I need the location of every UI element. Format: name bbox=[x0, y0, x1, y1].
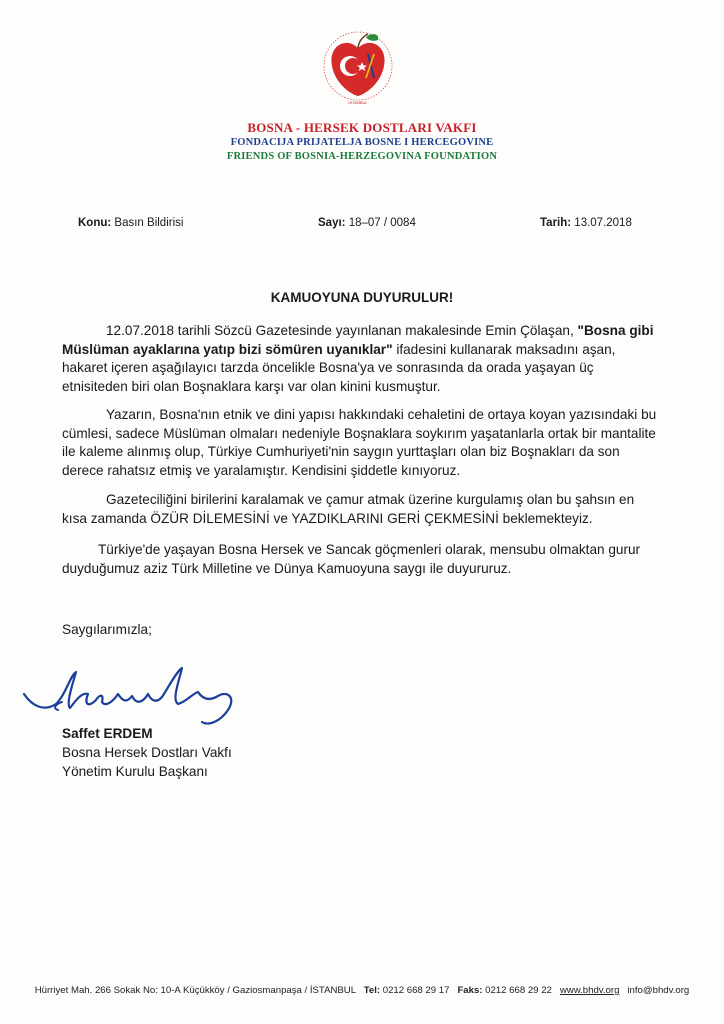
paragraph-4 bbox=[62, 541, 662, 578]
org-name-turkish: BOSNA - HERSEK DOSTLARI VAKFI bbox=[247, 120, 477, 135]
closing-salutation: Saygılarımızla; bbox=[62, 622, 152, 637]
paragraph-3 bbox=[62, 491, 662, 528]
footer-fax: 0212 668 29 22 bbox=[485, 985, 552, 996]
org-name-bosnian: FONDACIJA PRIJATELJA BOSNE I HERCEGOVINE bbox=[230, 137, 494, 148]
footer-tel: 0212 668 29 17 bbox=[382, 985, 450, 996]
paragraph-1-text-a: 12.07.2018 tarihli Sözcü Gazetesinde yayınlanan makalesinde Emin Çölaşan, bbox=[106, 323, 578, 338]
svg-text:İSTANBUL: İSTANBUL bbox=[348, 100, 368, 105]
paragraph-2 bbox=[62, 406, 662, 480]
subject-field bbox=[78, 217, 183, 229]
paragraph-1-quote: "Bosna gibi Müslüman ayaklarına yatıp bizi sömüren uyanıklar" bbox=[62, 323, 654, 357]
paragraph-4-text: Türkiye'de yaşayan Bosna Hersek ve Sancak göçmenleri olarak, mensubu olmaktan gurur duyduğumuz aziz Türk Milletine ve Dünya Kamuoyuna saygı ile duyururuz. bbox=[62, 542, 641, 576]
signer-name: Saffet ERDEM bbox=[62, 726, 153, 741]
reference-number-value: 18–07 / 0084 bbox=[348, 217, 416, 229]
reference-number-field bbox=[318, 217, 416, 229]
footer-contact bbox=[0, 985, 724, 996]
date-label: Tarih: bbox=[540, 217, 572, 229]
footer-fax-label: Faks: bbox=[457, 985, 483, 996]
paragraph-3-text: Gazeteciliğini birilerini karalamak ve çamur atmak üzerine kurgulamış olan bu şahsın en kısa zamanda ÖZÜR DİLEMESİNİ ve YAZDIKLARINI GERİ ÇEKMESİNİ beklemekteyiz. bbox=[62, 492, 635, 526]
signer-title: Yönetim Kurulu Başkanı bbox=[62, 764, 208, 779]
org-name-english: FRIENDS OF BOSNIA-HERZEGOVINA FOUNDATION bbox=[226, 151, 498, 162]
paragraph-1 bbox=[62, 322, 662, 396]
footer-website-link[interactable]: www.bhdv.org bbox=[559, 985, 620, 996]
paragraph-2-text: Yazarın, Bosna'nın etnik ve dini yapısı hakkındaki cehaletini de ortaya koyan yazısındaki bu cümlesi, sadece Müslüman olmaları nedeniyle Boşnaklara soykırım yaşatanlarla ortak bir mantalite ile kaleme alınmış olup, Türkiye Cumhuriyeti'nin saygın yurttaşları olan biz Boşnakları da son derece rahatsız etmiş ve yaralamıştır. Kendisini şiddetle kınıyoruz. bbox=[62, 407, 657, 478]
signer-organization: Bosna Hersek Dostları Vakfı bbox=[62, 745, 232, 760]
subject-value: Basın Bildirisi bbox=[114, 217, 184, 229]
reference-number-label: Sayı: bbox=[318, 217, 346, 229]
date-value: 13.07.2018 bbox=[574, 217, 632, 229]
footer-email[interactable]: info@bhdv.org bbox=[627, 985, 690, 996]
announcement-heading: KAMUOYUNA DUYURULUR! bbox=[270, 290, 454, 305]
paragraph-1-text-b: ifadesini kullanarak maksadını aşan, hakaret içeren aşağılayıcı tarzda öncelikle Bosna'ya ve sonrasında da orada yaşayan üç etnisiteden biri olan Boşnaklara karşı var olan kinini kusmuştur. bbox=[62, 341, 616, 394]
date-field bbox=[540, 217, 632, 229]
footer-tel-label: Tel: bbox=[363, 985, 381, 996]
foundation-logo bbox=[322, 28, 394, 110]
footer-address: Hürriyet Mah. 266 Sokak No: 10-A Küçükköy / Gaziosmanpaşa / İSTANBUL bbox=[34, 985, 356, 996]
subject-label: Konu: bbox=[78, 217, 112, 229]
